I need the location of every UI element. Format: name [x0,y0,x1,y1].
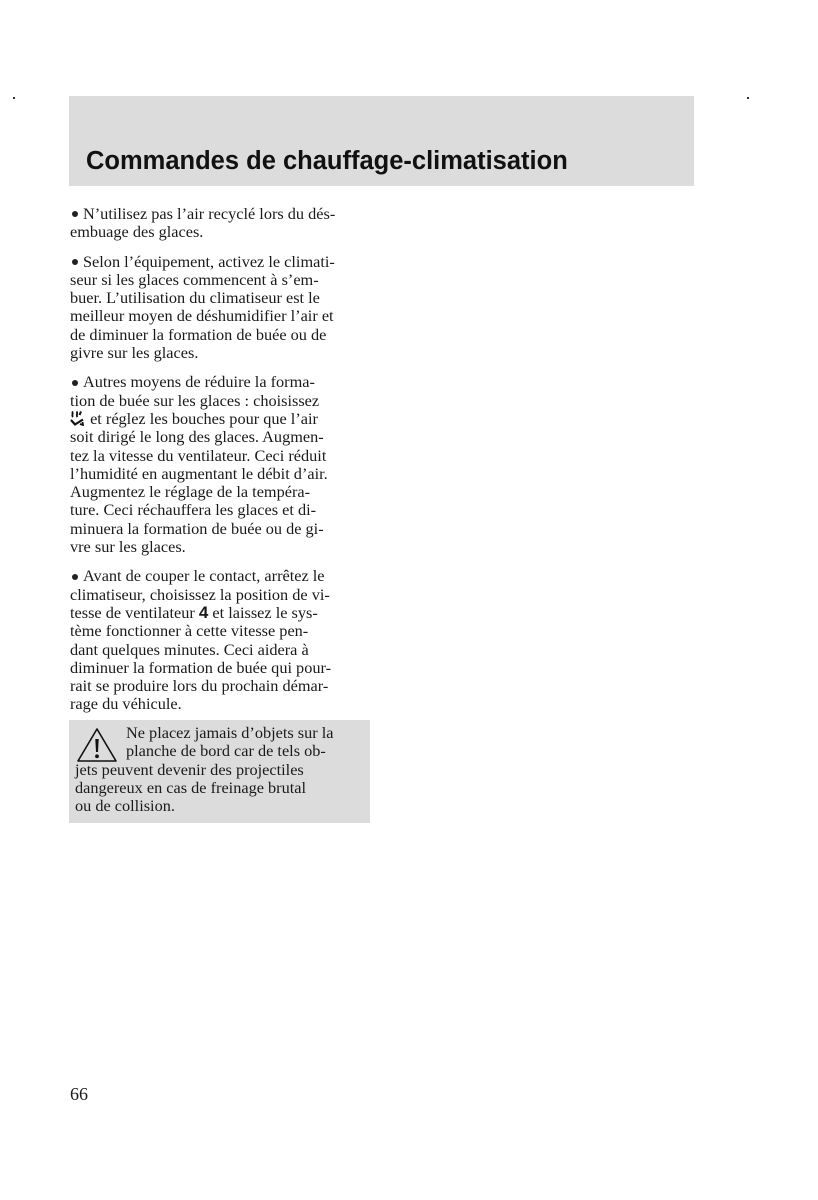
bullet-other-means: Autres moyens de réduire la forma- tion de buée sur les glaces : choisissez et réglez les bouches pour que l’air soit dirigé le long des glaces. Augmen- tez la vitesse du ventilateur. Ceci réduit l’humidité en augmentant le débit d’air. Augmentez le réglage de la tempéra- ture. Ceci réchauffera les glaces et di- minuera la formation de buée ou de gi- vre sur les glaces. [70,372,328,557]
header-band [69,96,694,186]
crop-mark-left [13,97,15,99]
fan-speed-value: 4 [198,602,209,622]
bullet-dot [72,380,78,386]
bullet-recycled-air: N’utilisez pas l’air recyclé lors du dés- embuage des glaces. [70,204,336,242]
page-number: 66 [70,1084,88,1104]
bullet-dot [72,259,78,265]
warning-text: Ne placez jamais d’objets sur la planche de bord car de tels ob- jets peuvent devenir des projectiles dangereux en cas de freinage brutal ou de collision. [75,723,334,816]
page-title: Commandes de chauffage-climatisation [86,147,568,175]
bullet-before-shutdown: Avant de couper le contact, arrêtez le climatiseur, choisissez la position de vi- tesse de ventilateur 4 et laissez le sys- tème fonctionner à cette vitesse pen- dant quelques minutes. Ceci aidera à diminuer la formation de buée qui pour- rait se produire lors du prochain démar- rage du véhicule. [70,566,332,714]
warning-box [69,720,370,823]
bullet-air-conditioning: Selon l’équipement, activez le climati- seur si les glaces commencent à s’em- buer. L’utilisation du climatiseur est le meilleur moyen de déshumidifier l’air et de diminuer la formation de buée ou de givre sur les glaces. [70,251,335,363]
bullet-dot [72,574,78,580]
defrost-floor-icon [70,410,84,426]
crop-mark-right [747,97,749,99]
main-content [70,205,370,725]
bullet-dot [72,211,78,217]
